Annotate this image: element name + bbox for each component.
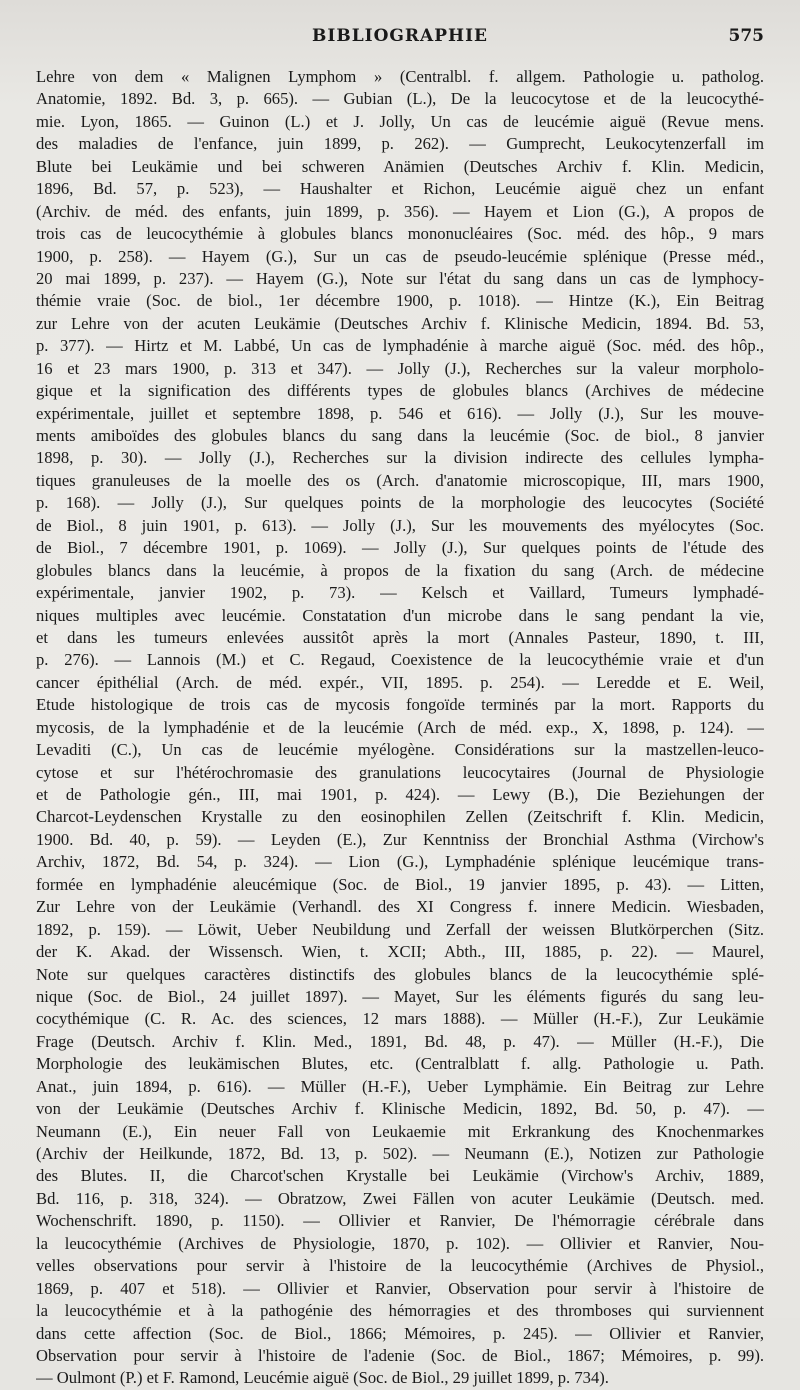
text-line: Neumann (E.), Ein neuer Fall von Leukaemie mit Erkrankung des Knochenmarkes: [36, 1121, 764, 1141]
text-line: 16 et 23 mars 1900, p. 313 et 347). — Jolly (J.), Recherches sur la valeur morpholo-: [36, 358, 764, 378]
text-line: globules blancs dans la leucémie, à propos de la fixation du sang (Arch. de médecine: [36, 560, 764, 580]
text-line: Etude histologique de trois cas de mycosis fongoïde terminés par la mort. Rapports du: [36, 695, 764, 715]
text-line: 1898, p. 30). — Jolly (J.), Recherches sur la division indirecte des cellules lympha-: [36, 448, 764, 468]
text-line: Bd. 116, p. 318, 324). — Obratzow, Zwei Fällen von acuter Leukämie (Deutsch. med.: [36, 1188, 764, 1208]
text-line: 1900. Bd. 40, p. 59). — Leyden (E.), Zur Kenntniss der Bronchial Asthma (Virchow's: [36, 829, 764, 849]
text-line: Blute bei Leukämie und bei schweren Anämien (Deutsches Archiv f. Klin. Medicin,: [36, 156, 764, 176]
text-line: 1896, Bd. 57, p. 523), — Haushalter et Richon, Leucémie aiguë chez un enfant: [36, 179, 764, 199]
text-line: mycosis, de la lymphadénie et de la leucémie (Arch de méd. exp., X, 1898, p. 124). —: [36, 717, 764, 737]
text-line: la leucocythémie (Archives de Physiologie, 1870, p. 102). — Ollivier et Ranvier, Nou-: [36, 1233, 764, 1253]
text-line: Lehre von dem « Malignen Lymphom » (Centralbl. f. allgem. Pathologie u. patholog.: [36, 67, 764, 86]
running-header: [36, 26, 764, 56]
text-line: trois cas de leucocythémie à globules blancs mononucléaires (Soc. méd. des hôp., 9 mars: [36, 224, 764, 244]
text-line: p. 276). — Lannois (M.) et C. Regaud, Coexistence de la leucocythémie vraie et d'un: [36, 650, 764, 670]
text-line: de Biol., 8 juin 1901, p. 613). — Jolly (J.), Sur les mouvements des myélocytes (Soc.: [36, 515, 764, 535]
text-line: la leucocythémie et à la pathogénie des hémorragies et des thromboses qui surviennent: [36, 1301, 764, 1321]
text-line: 1869, p. 407 et 518). — Ollivier et Ranvier, Observation pour servir à l'histoire de: [36, 1278, 764, 1298]
text-line: des maladies de l'enfance, juin 1899, p. 262). — Gumprecht, Leukocytenzerfall im: [36, 134, 764, 154]
text-line: 1900, p. 258). — Hayem (G.), Sur un cas de pseudo-leucémie splénique (Presse méd.,: [36, 246, 764, 266]
text-line: thémie vraie (Soc. de biol., 1er décembre 1900, p. 1018). — Hintze (K.), Ein Beitrag: [36, 291, 764, 311]
text-line: des Blutes. II, die Charcot'schen Krystalle bei Leukämie (Virchow's Archiv, 1889,: [36, 1166, 764, 1186]
text-line: Anat., juin 1894, p. 616). — Müller (H.-F.), Ueber Lymphämie. Ein Beitrag zur Lehre: [36, 1076, 764, 1096]
text-line: zur Lehre von der acuten Leukämie (Deutsches Archiv f. Klinische Medicin, 1894. Bd. 53,: [36, 313, 764, 333]
text-line: 1892, p. 159). — Löwit, Ueber Neubildung und Zerfall der weissen Blutkörperchen (Sitz.: [36, 919, 764, 939]
text-line: dans cette affection (Soc. de Biol., 1866; Mémoires, p. 245). — Ollivier et Ranvier,: [36, 1323, 764, 1343]
page-number: 575: [728, 26, 764, 46]
text-line: von der Leukämie (Deutsches Archiv f. Klinische Medicin, 1892, Bd. 50, p. 47). —: [36, 1099, 764, 1119]
text-line: Note sur quelques caractères distinctifs des globules blancs de la leucocythémie splé-: [36, 964, 764, 984]
text-line: Frage (Deutsch. Archiv f. Klin. Med., 1891, Bd. 48, p. 47). — Müller (H.-F.), Die: [36, 1031, 764, 1051]
text-line: cocythémique (C. R. Ac. des sciences, 12 mars 1888). — Müller (H.-F.), Zur Leukämie: [36, 1009, 764, 1029]
text-line: nique (Soc. de Biol., 24 juillet 1897). — Mayet, Sur les éléments figurés du sang leu-: [36, 986, 764, 1006]
text-line: formée en lymphadénie aleucémique (Soc. de Biol., 19 janvier 1895, p. 43). — Litten,: [36, 874, 764, 894]
text-line: niques multiples avec leucémie. Constatation d'un microbe dans le sang pendant la vie,: [36, 605, 764, 625]
text-line: et dans les tumeurs enlevées aussitôt après la mort (Annales Pasteur, 1890, t. III,: [36, 627, 764, 647]
text-line: Levaditi (C.), Un cas de leucémie myélogène. Considérations sur la mastzellen-leuco-: [36, 740, 764, 760]
running-title: BIBLIOGRAPHIE: [312, 26, 488, 46]
text-line: mie. Lyon, 1865. — Guinon (L.) et J. Jolly, Un cas de leucémie aiguë (Revue mens.: [36, 111, 764, 131]
text-line: Archiv, 1872, Bd. 54, p. 324). — Lion (G.), Lymphadénie splénique leucémique trans-: [36, 852, 764, 872]
text-line: p. 377). — Hirtz et M. Labbé, Un cas de lymphadénie à marche aiguë (Soc. méd. des hôp.,: [36, 336, 764, 356]
text-line: 20 mai 1899, p. 237). — Hayem (G.), Note sur l'état du sang dans un cas de lymphocy-: [36, 268, 764, 288]
text-line: Anatomie, 1892. Bd. 3, p. 665). — Gubian (L.), De la leucocytose et de la leucocythé-: [36, 89, 764, 109]
text-line: expérimentale, janvier 1902, p. 73). — Kelsch et Vaillard, Tumeurs lymphadé-: [36, 583, 764, 603]
text-line: de Biol., 7 décembre 1901, p. 1069). — Jolly (J.), Sur quelques points de l'étude des: [36, 538, 764, 558]
text-line: Observation pour servir à l'histoire de l'adenie (Soc. de Biol., 1867; Mémoires, p. 99).: [36, 1345, 764, 1365]
text-line: et de Pathologie gén., III, mai 1901, p. 424). — Lewy (B.), Die Beziehungen der: [36, 785, 764, 804]
text-line: Zur Lehre von der Leukämie (Verhandl. des XI Congress f. innere Medicin. Wiesbaden,: [36, 897, 764, 917]
text-line: (Archiv. de méd. des enfants, juin 1899, p. 356). — Hayem et Lion (G.), A propos de: [36, 201, 764, 221]
bibliography-text: [36, 66, 764, 1390]
text-line: Wochenschrift. 1890, p. 1150). — Ollivier et Ranvier, De l'hémorragie cérébrale dans: [36, 1211, 764, 1231]
text-line: velles observations pour servir à l'histoire de la leucocythémie (Archives de Physiol.,: [36, 1256, 764, 1276]
text-line: der K. Akad. der Wissensch. Wien, t. XCII; Abth., III, 1885, p. 22). — Maurel,: [36, 942, 764, 962]
text-line: Charcot-Leydenschen Krystalle zu den eosinophilen Zellen (Zeitschrift f. Klin. Medicin,: [36, 807, 764, 827]
text-line: gique et la signification des différents types de globules blancs (Archives de médecine: [36, 381, 764, 401]
text-line: expérimentale, juillet et septembre 1898, p. 546 et 616). — Jolly (J.), Sur les mouve-: [36, 403, 764, 423]
text-line: (Archiv der Heilkunde, 1872, Bd. 13, p. 502). — Neumann (E.), Notizen zur Pathologie: [36, 1144, 764, 1163]
text-line: p. 168). — Jolly (J.), Sur quelques points de la morphologie des leucocytes (Société: [36, 493, 764, 513]
text-line: Morphologie des leukämischen Blutes, etc. (Centralblatt f. allg. Pathologie u. Path.: [36, 1054, 764, 1074]
text-line: cytose et sur l'hétérochromasie des granulations leucocytaires (Journal de Physiologie: [36, 762, 764, 782]
text-line: tiques granuleuses de la moelle des os (Arch. d'anatomie microscopique, III, mars 1900,: [36, 470, 764, 490]
text-line: — Oulmont (P.) et F. Ramond, Leucémie aiguë (Soc. de Biol., 29 juillet 1899, p. 734).: [36, 1368, 609, 1388]
text-line: ments amiboïdes des globules blancs du sang dans la leucémie (Soc. de biol., 8 janvier: [36, 426, 764, 445]
text-line: cancer épithélial (Arch. de méd. expér., VII, 1895. p. 254). — Leredde et E. Weil,: [36, 672, 764, 692]
